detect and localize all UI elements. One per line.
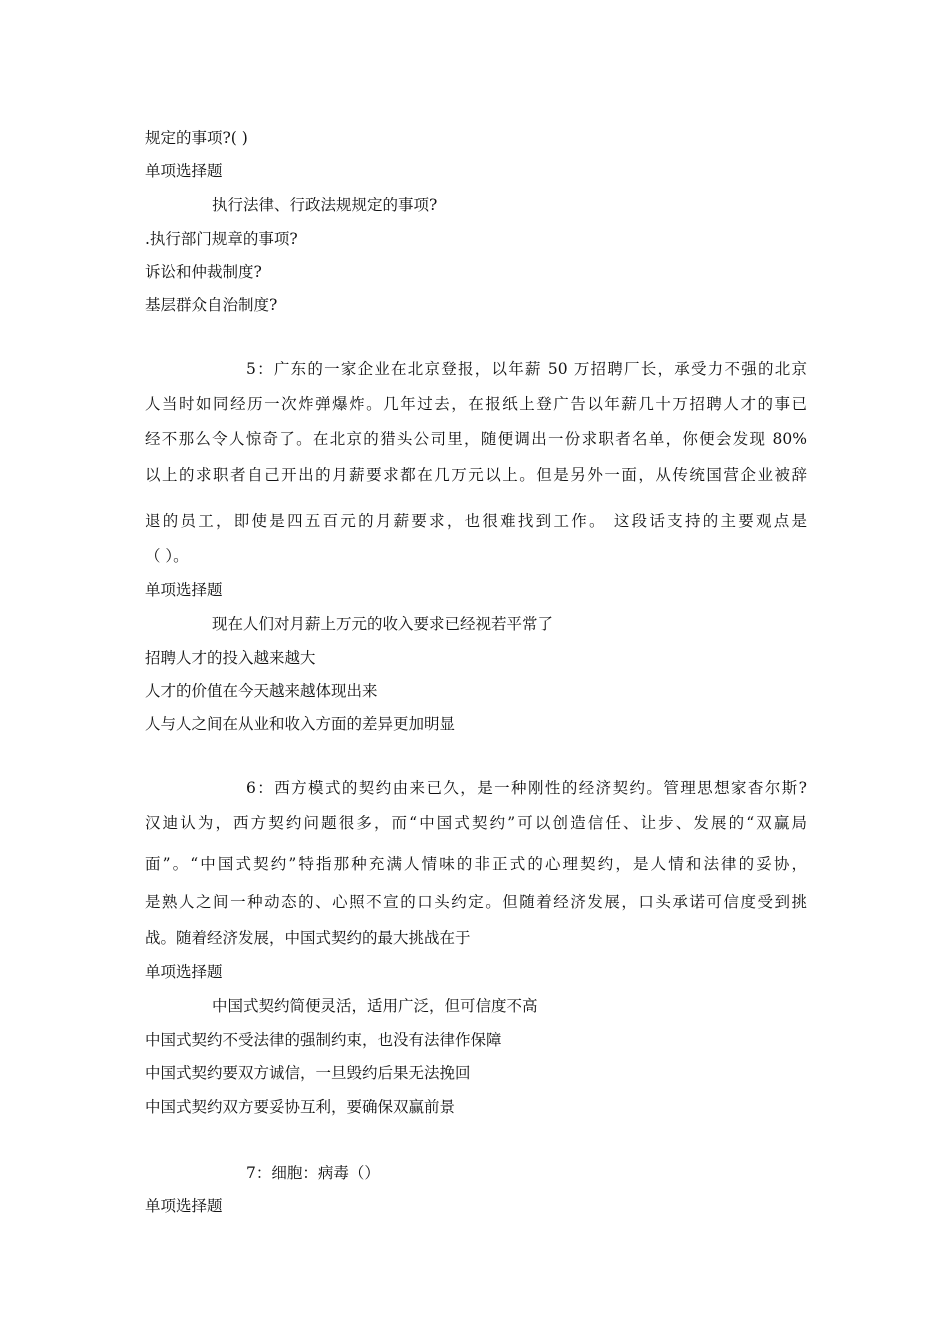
q4-stem-end: 规定的事项?( ): [145, 129, 248, 147]
q5-stem-line-3: 经不那么令人惊奇了。在北京的猎头公司里，随便调出一份求职者名单，你便会发现 80%: [145, 430, 807, 448]
q6-stem-line-3: 面”。“中国式契约”特指那种充满人情味的非正式的心理契约，是人情和法律的妥协，: [145, 855, 807, 873]
q6-stem-line-4: 是熟人之间一种动态的、心照不宣的口头约定。但随着经济发展，口头承诺可信度受到挑: [145, 893, 807, 911]
q5-option-b: 招聘人才的投入越来越大: [145, 649, 316, 667]
q4-option-c: 诉讼和仲裁制度?: [145, 263, 262, 281]
q6-stem-line-1: 6：西方模式的契约由来已久，是一种刚性的经济契约。管理思想家杳尔斯?: [246, 779, 807, 797]
q5-stem-line-4: 以上的求职者自己开出的月薪要求都在几万元以上。但是另外一面，从传统国营企业被辞: [145, 466, 807, 484]
q6-option-a: 中国式契约简便灵活，适用广泛，但可信度不高: [212, 997, 538, 1015]
q5-stem-line-2: 人当时如同经历一次炸弹爆炸。几年过去，在报纸上登广告以年薪几十万招聘人才的事已: [145, 395, 807, 413]
q6-type-label: 单项选择题: [145, 963, 223, 981]
q5-stem-line-1: 5：广东的一家企业在北京登报，以年薪 50 万招聘厂长，承受力不强的北京: [246, 360, 807, 378]
q4-option-b: .执行部门规章的事项?: [145, 230, 298, 248]
q6-option-c: 中国式契约要双方诚信，一旦毁约后果无法挽回: [145, 1064, 471, 1082]
q4-type-label: 单项选择题: [145, 162, 223, 180]
q5-stem-line-6: （ ）。: [145, 547, 189, 565]
q6-stem-line-5: 战。随着经济发展，中国式契约的最大挑战在于: [145, 929, 471, 947]
q5-option-a: 现在人们对月薪上万元的收入要求已经视若平常了: [212, 615, 554, 633]
q7-stem-line-1: 7：细胞：病毒（）: [246, 1164, 380, 1182]
q6-stem-line-2: 汉迪认为，西方契约问题很多，而“中国式契约”可以创造信任、让步、发展的“双赢局: [145, 814, 807, 832]
q5-option-d: 人与人之间在从业和收入方面的差异更加明显: [145, 715, 456, 733]
q4-option-d: 基层群众自治制度?: [145, 296, 278, 314]
q4-option-a: 执行法律、行政法规规定的事项?: [212, 196, 438, 214]
q6-option-d: 中国式契约双方要妥协互利，要确保双赢前景: [145, 1098, 456, 1116]
q7-type-label: 单项选择题: [145, 1197, 223, 1215]
q5-type-label: 单项选择题: [145, 581, 223, 599]
q5-option-c: 人才的价值在今天越来越体现出来: [145, 682, 378, 700]
q6-option-b: 中国式契约不受法律的强制约束，也没有法律作保障: [145, 1031, 502, 1049]
q5-stem-line-5: 退的员工，即使是四五百元的月薪要求，也很难找到工作。 这段话支持的主要观点是: [145, 512, 807, 530]
